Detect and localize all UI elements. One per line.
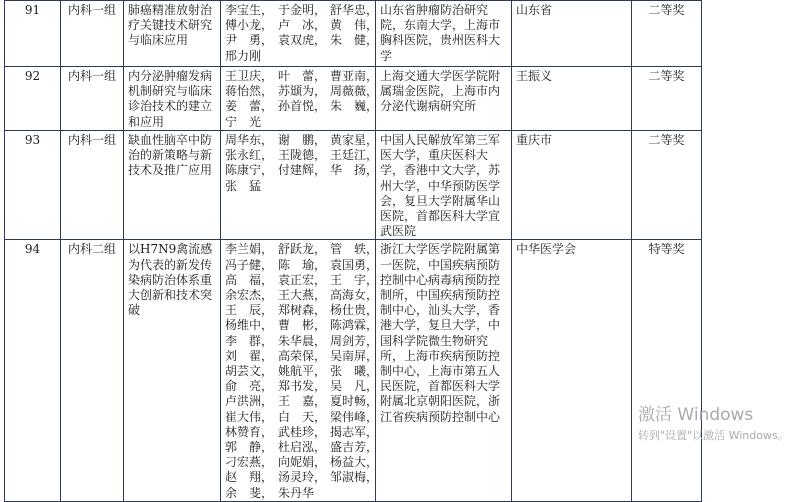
person-name: 王 宇， [330,272,379,287]
person-name: 郑书发， [278,379,327,394]
award-grade: 二等奖 [632,131,702,240]
project-name: 以H7N9禽流感为代表的新发传染病防治体系重大创新和技术突破 [124,240,221,501]
person-name: 苏颋为， [278,84,327,99]
row-number: 91 [5,1,61,67]
people-list [225,133,379,194]
person-name: 叶 蕾， [278,69,327,83]
person-name: 孙首悦， [278,99,327,114]
person-name: 黄家星， [330,133,379,147]
units-cell: 上海交通大学医学院附属瑞金医院，上海市内分泌代谢病研究所 [376,67,512,131]
watermark-subtitle: 转到"设置"以激活 Windows。 [638,429,789,442]
person-name: 余宏杰， [225,288,274,303]
person-name: 刘 翟， [225,348,274,363]
person-name: 冯子健， [225,257,274,272]
person-name: 姜 蕾， [225,99,274,114]
person-name: 周华东， [225,133,274,147]
person-name: 吴南屏， [330,348,379,363]
person-name: 黄 伟， [330,18,379,33]
person-name: 汤灵玲， [278,470,327,485]
person-name: 李兰娟， [225,242,274,257]
person-name: 王廷江， [330,148,379,163]
person-name: 刁宏燕， [225,455,274,470]
person-name: 郑树森， [278,303,327,318]
windows-activation-watermark [638,404,789,443]
person-name: 蒋怡然， [225,84,274,99]
person-name: 付建辉， [278,163,327,178]
person-name: 周薇薇， [330,84,379,99]
person-name: 朱 巍， [330,99,379,114]
person-name: 王大燕， [278,288,327,303]
group-cell: 内科二组 [61,240,124,501]
person-name: 尹 勇， [225,33,274,48]
person-name: 杨仕贵， [330,303,379,318]
person-name: 郭 静， [225,440,274,455]
person-name: 揭志军， [330,424,379,439]
person-name: 曹 彬， [278,318,327,333]
person-name: 林赞育， [225,424,274,439]
person-name: 舒华忠， [330,3,379,17]
person-name: 杨维中， [225,318,274,333]
group-cell: 内科一组 [61,1,124,67]
person-name: 周剑芳， [330,333,379,348]
person-name: 吴 凡， [330,379,379,394]
person-name: 陈 瑜， [278,257,327,272]
person-name: 卢洪洲， [225,394,274,409]
person-name: 华 扬， [330,163,379,178]
units-cell: 浙江大学医学院附属第一医院，中国疾病预防控制中心病毒病预防控制所，中国疾病预防控制中心，汕头大学，香港大学，复旦大学，中国科学院微生物研究所，上海市疾病预防控制中心，上海市第五人民医院，首都医科大学附属北京朝阳医院，浙江省疾病预防控制中心 [376,240,512,501]
person-name: 夏时畅， [330,394,379,409]
project-name: 内分泌肿瘤发病机制研究与临床诊治技术的建立和应用 [124,67,221,131]
table-row [5,1,702,67]
person-name: 俞 亮， [225,379,274,394]
person-name: 袁双虎， [278,33,327,48]
nominator-cell: 山东省 [512,1,632,67]
person-name: 朱丹华 [278,485,315,500]
person-name: 张 曦， [330,364,379,379]
person-name: 赵 翔， [225,470,274,485]
person-name: 陈鸿霖， [330,318,379,333]
person-name: 盛吉芳， [330,440,379,455]
person-name: 李宝生， [225,3,274,17]
person-name: 王卫庆， [225,69,274,83]
person-name: 高海女， [330,288,379,303]
person-name: 袁国勇， [330,257,379,272]
person-name: 向妮娟， [278,455,327,470]
people-cell [221,131,379,240]
row-number: 93 [5,131,61,240]
person-name: 邹淑梅， [330,470,379,485]
person-name: 袁正宏， [278,272,327,287]
person-name: 邢力刚 [225,48,262,63]
watermark-title: 激活 Windows [638,405,754,425]
person-name: 朱华晨， [278,333,327,348]
group-cell: 内科一组 [61,131,124,240]
person-name: 卢 冰， [278,18,327,33]
nominator-cell: 王振义 [512,67,632,131]
nominator-cell: 重庆市 [512,131,632,240]
person-name: 朱 健， [330,33,379,48]
person-name: 姚航平， [278,364,327,379]
table-row [5,240,702,501]
people-cell [221,67,379,131]
person-name: 管 轶， [330,242,379,257]
person-name: 高荣保， [278,348,327,363]
people-list [225,69,379,130]
person-name: 杜启泓， [278,440,327,455]
units-cell: 中国人民解放军第三军医大学，重庆医科大学，香港中文大学，苏州大学，中华预防医学会，复旦大学附属华山医院，首都医科大学宣武医院 [376,131,512,240]
person-name: 于金明， [278,3,327,17]
nominator-cell: 中华医学会 [512,240,632,501]
project-name: 肺癌精准放射治疗关键技术研究与临床应用 [124,1,221,67]
units-cell: 山东省肿瘤防治研究院，东南大学，上海市胸科医院，贵州医科大学 [376,1,512,67]
table-row [5,67,702,131]
award-grade: 二等奖 [632,1,702,67]
person-name: 陈康宁， [225,163,274,178]
group-cell: 内科一组 [61,67,124,131]
people-cell [221,240,379,501]
person-name: 王 辰， [225,303,274,318]
person-name: 白 天， [278,409,327,424]
person-name: 傅小龙， [225,18,274,33]
people-list [225,242,379,500]
person-name: 崔大伟， [225,409,274,424]
person-name: 李 群， [225,333,274,348]
person-name: 张永红， [225,148,274,163]
table-row [5,131,702,240]
person-name: 胡芸文， [225,364,274,379]
person-name: 王 嘉， [278,394,327,409]
award-grade: 特等奖 [632,240,702,501]
award-grade: 二等奖 [632,67,702,131]
people-list [225,3,379,64]
person-name: 武桂珍， [278,424,327,439]
person-name: 杨益大， [330,455,379,470]
person-name: 高 福， [225,272,274,287]
person-name: 余 斐， [225,485,274,500]
people-cell [221,1,379,67]
person-name: 王陇德， [278,148,327,163]
project-name: 缺血性脑卒中防治的新策略与新技术及推广应用 [124,131,221,240]
person-name: 宁 光 [225,114,262,129]
person-name: 舒跃龙， [278,242,327,257]
person-name: 张 猛 [225,178,262,193]
person-name: 谢 鹏， [278,133,327,147]
row-number: 94 [5,240,61,501]
row-number: 92 [5,67,61,131]
person-name: 梁伟峰， [330,409,379,424]
person-name: 曹亚南， [330,69,379,83]
